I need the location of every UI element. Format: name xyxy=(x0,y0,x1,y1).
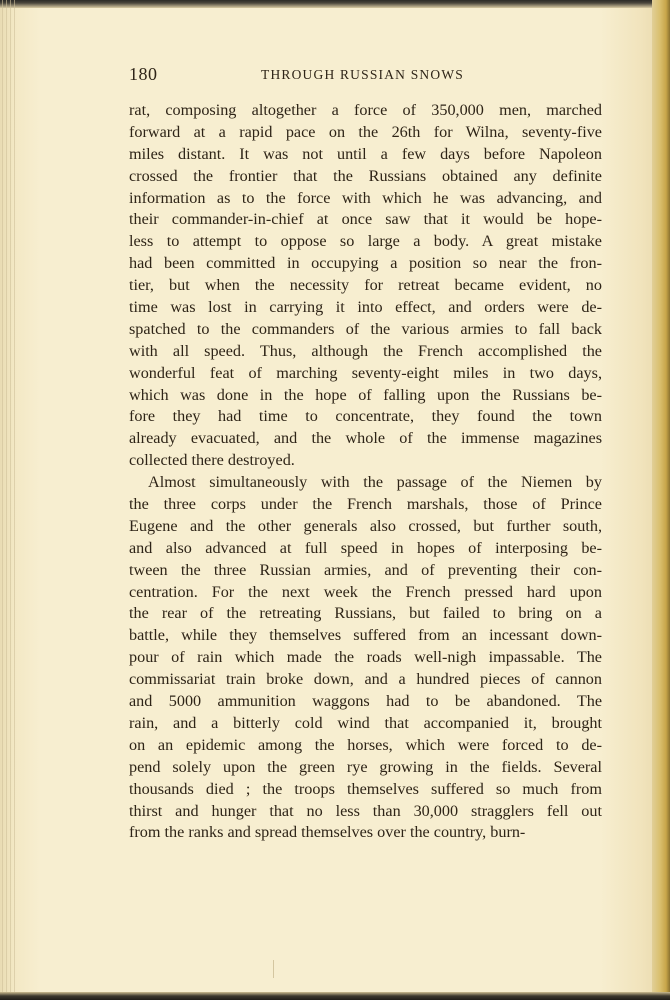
text-line: rat, composing altogether a force of 350,000 men, marched xyxy=(129,101,602,119)
text-line: tier, but when the necessity for retreat became evident, no xyxy=(129,276,602,295)
page-right-edge xyxy=(652,0,670,1000)
text-line: commissariat train broke down, and a hundred pieces of cannon xyxy=(129,670,602,689)
text-line: on an epidemic among the horses, which were forced to de- xyxy=(129,735,602,754)
text-line: Almost simultaneously with the passage of the Niemen by xyxy=(148,473,602,492)
text-line: and also advanced at full speed in hopes of interposing be- xyxy=(129,538,602,557)
text-line: pour of rain which made the roads well-nigh impassable. The xyxy=(129,648,602,667)
binding-edge xyxy=(2,0,16,1000)
text-line: centration. For the next week the French pressed hard upon xyxy=(129,582,602,601)
text-line: time was lost in carrying it into effect, and orders were de- xyxy=(129,298,602,317)
text-line: had been committed in occupying a position so near the fron- xyxy=(129,254,602,273)
text-line: pend solely upon the green rye growing in the fields. Several xyxy=(129,757,602,776)
text-line: thirst and hunger that no less than 30,000 stragglers fell out xyxy=(129,801,602,820)
text-line: Eugene and the other generals also crossed, but further south, xyxy=(129,516,602,535)
text-line: which was done in the hope of falling upon the Russians be- xyxy=(129,385,602,404)
text-line: battle, while they themselves suffered from an incessant down- xyxy=(129,626,602,645)
text-line: collected there destroyed. xyxy=(129,451,295,470)
page-bottom-edge xyxy=(0,992,670,1000)
text-line: the three corps under the French marshals, those of Prince xyxy=(129,495,602,514)
text-line: with all speed. Thus, although the French accomplished the xyxy=(129,341,602,360)
text-line: spatched to the commanders of the various armies to fall back xyxy=(129,319,602,338)
text-line: the rear of the retreating Russians, but failed to bring on a xyxy=(129,604,602,623)
text-line: wonderful feat of marching seventy-eight miles in two days, xyxy=(129,363,602,382)
text-line: information as to the force with which he was advancing, and xyxy=(129,188,602,207)
page-number: 180 xyxy=(129,64,158,84)
text-line: from the ranks and spread themselves over the country, burn- xyxy=(129,823,526,842)
page-header xyxy=(129,64,601,88)
body-text xyxy=(129,100,602,844)
running-head: THROUGH RUSSIAN SNOWS xyxy=(261,67,464,82)
text-line: miles distant. It was not until a few days before Napoleon xyxy=(129,144,602,163)
text-line: forward at a rapid pace on the 26th for Wilna, seventy-five xyxy=(129,122,602,141)
text-line: their commander-in-chief at once saw that it would be hope- xyxy=(129,210,602,229)
text-line: less to attempt to oppose so large a body. A great mistake xyxy=(129,232,602,251)
text-line: tween the three Russian armies, and of preventing their con- xyxy=(129,560,602,579)
text-line: rain, and a bitterly cold wind that accompanied it, brought xyxy=(129,713,602,732)
text-line: thousands died ; the troops themselves suffered so much from xyxy=(129,779,602,798)
text-line: already evacuated, and the whole of the immense magazines xyxy=(129,429,602,448)
page-mark xyxy=(273,960,274,978)
text-line: fore they had time to concentrate, they found the town xyxy=(129,407,602,426)
page-top-edge xyxy=(0,0,670,8)
text-line: and 5000 ammunition waggons had to be abandoned. The xyxy=(129,692,602,711)
text-line: crossed the frontier that the Russians obtained any definite xyxy=(129,166,602,185)
